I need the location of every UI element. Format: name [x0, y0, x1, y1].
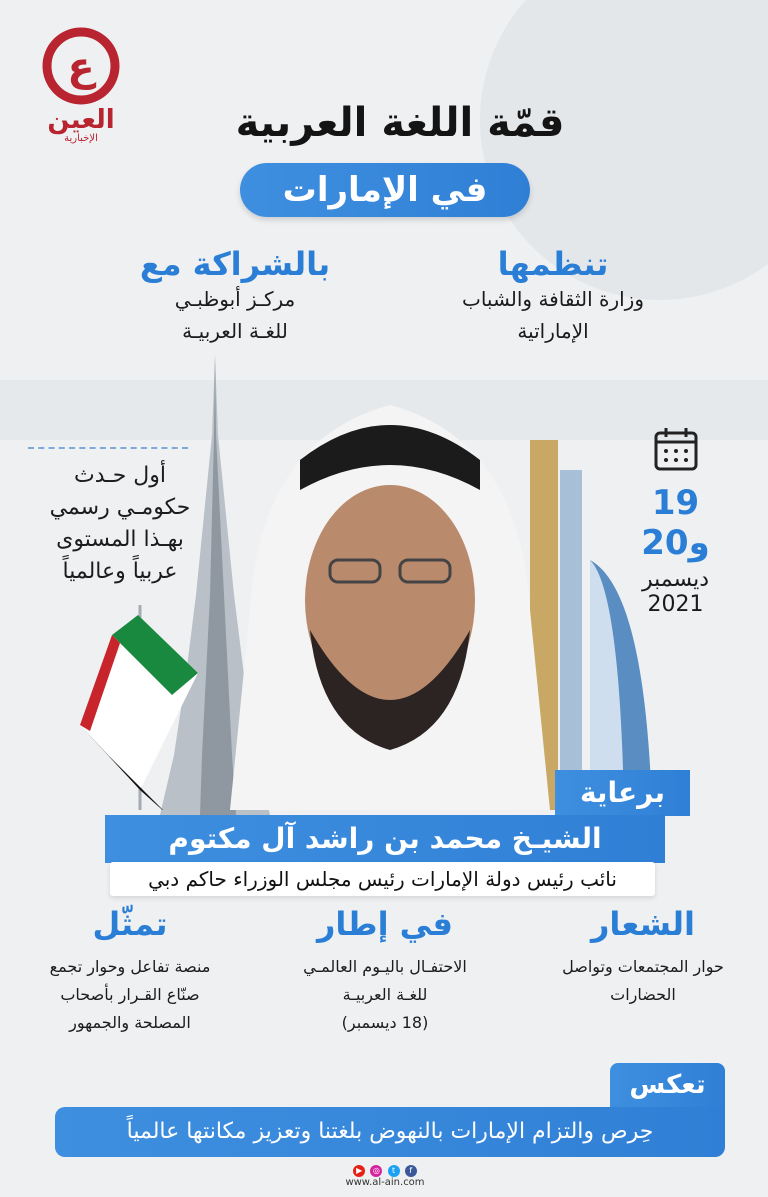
- sponsor-name: الشيـخ محمد بن راشد آل مكتوم: [105, 815, 665, 863]
- logo-name: العين: [47, 105, 115, 135]
- first-note-divider: [28, 447, 188, 449]
- column-represents: [25, 905, 235, 1037]
- logo-subtitle: الإخبارية: [64, 133, 98, 144]
- date-year: 2021: [647, 592, 704, 617]
- youtube-icon[interactable]: ▶: [353, 1165, 365, 1177]
- first-note-line-3: بهـذا المستوى: [56, 527, 184, 552]
- partner-heading: بالشراكة مع: [139, 245, 331, 283]
- sponsor-role: نائب رئيس دولة الإمارات رئيس مجلس الوزراء حاكم دبي: [110, 862, 655, 896]
- column-line: للغـة العربيـة: [342, 985, 428, 1004]
- date-month: ديسمبر: [641, 567, 710, 592]
- column-framework: [280, 905, 490, 1037]
- column-line: المصلحة والجمهور: [69, 1013, 191, 1032]
- social-icons: [330, 1165, 440, 1177]
- first-note-block: [25, 460, 215, 588]
- footer: [330, 1165, 440, 1188]
- organizer-heading: تنظمها: [497, 245, 609, 283]
- partner-block: [110, 245, 360, 347]
- date-days: 19 و20: [641, 483, 710, 563]
- portrait-photo: [190, 350, 590, 810]
- brand-logo: [40, 25, 122, 144]
- facebook-icon[interactable]: f: [405, 1165, 417, 1177]
- column-line: صنّاع القـرار بأصحاب: [60, 985, 200, 1004]
- uae-flag-illustration: [60, 605, 205, 810]
- partner-line-1: مركـز أبوظبـي: [174, 287, 296, 311]
- first-note-line-2: حكومـي رسمي: [49, 495, 191, 520]
- organizer-block: [428, 245, 678, 347]
- first-note-line-1: أول حـدث: [73, 463, 167, 488]
- column-heading: في إطار: [316, 905, 453, 943]
- twitter-icon[interactable]: t: [388, 1165, 400, 1177]
- column-slogan: [538, 905, 748, 1009]
- column-heading: تمثّل: [92, 905, 168, 943]
- column-heading: الشعار: [590, 905, 696, 943]
- organizer-line-2: الإماراتية: [517, 319, 589, 343]
- reflects-label: تعكس: [610, 1063, 725, 1107]
- instagram-icon[interactable]: ◎: [370, 1165, 382, 1177]
- column-line: منصة تفاعل وحوار تجمع: [49, 957, 211, 976]
- first-note-line-4: عربياً وعالمياً: [62, 559, 178, 584]
- column-line: الاحتفـال باليـوم العالمـي: [303, 957, 467, 976]
- reflects-text: حِرص والتزام الإمارات بالنهوض بلغتنا وتعزيز مكانتها عالمياً: [55, 1107, 725, 1157]
- column-line: الحضارات: [610, 985, 676, 1004]
- partner-line-2: للغـة العربيـة: [182, 319, 288, 343]
- column-line: حوار المجتمعات وتواصل: [562, 957, 724, 976]
- website-link[interactable]: www.al-ain.com: [345, 1177, 425, 1188]
- page-subtitle: في الإمارات: [240, 163, 530, 217]
- calendar-icon: [651, 425, 701, 475]
- logo-mark-icon: [40, 25, 122, 107]
- logo-letter: ع: [67, 44, 95, 90]
- date-block: [613, 425, 738, 617]
- organizer-line-1: وزارة الثقافة والشباب: [461, 287, 644, 311]
- column-line: (18 ديسمبر): [341, 1013, 429, 1032]
- sponsor-label: برعاية: [555, 770, 690, 816]
- page-title: قمّة اللغة العربية: [235, 100, 565, 146]
